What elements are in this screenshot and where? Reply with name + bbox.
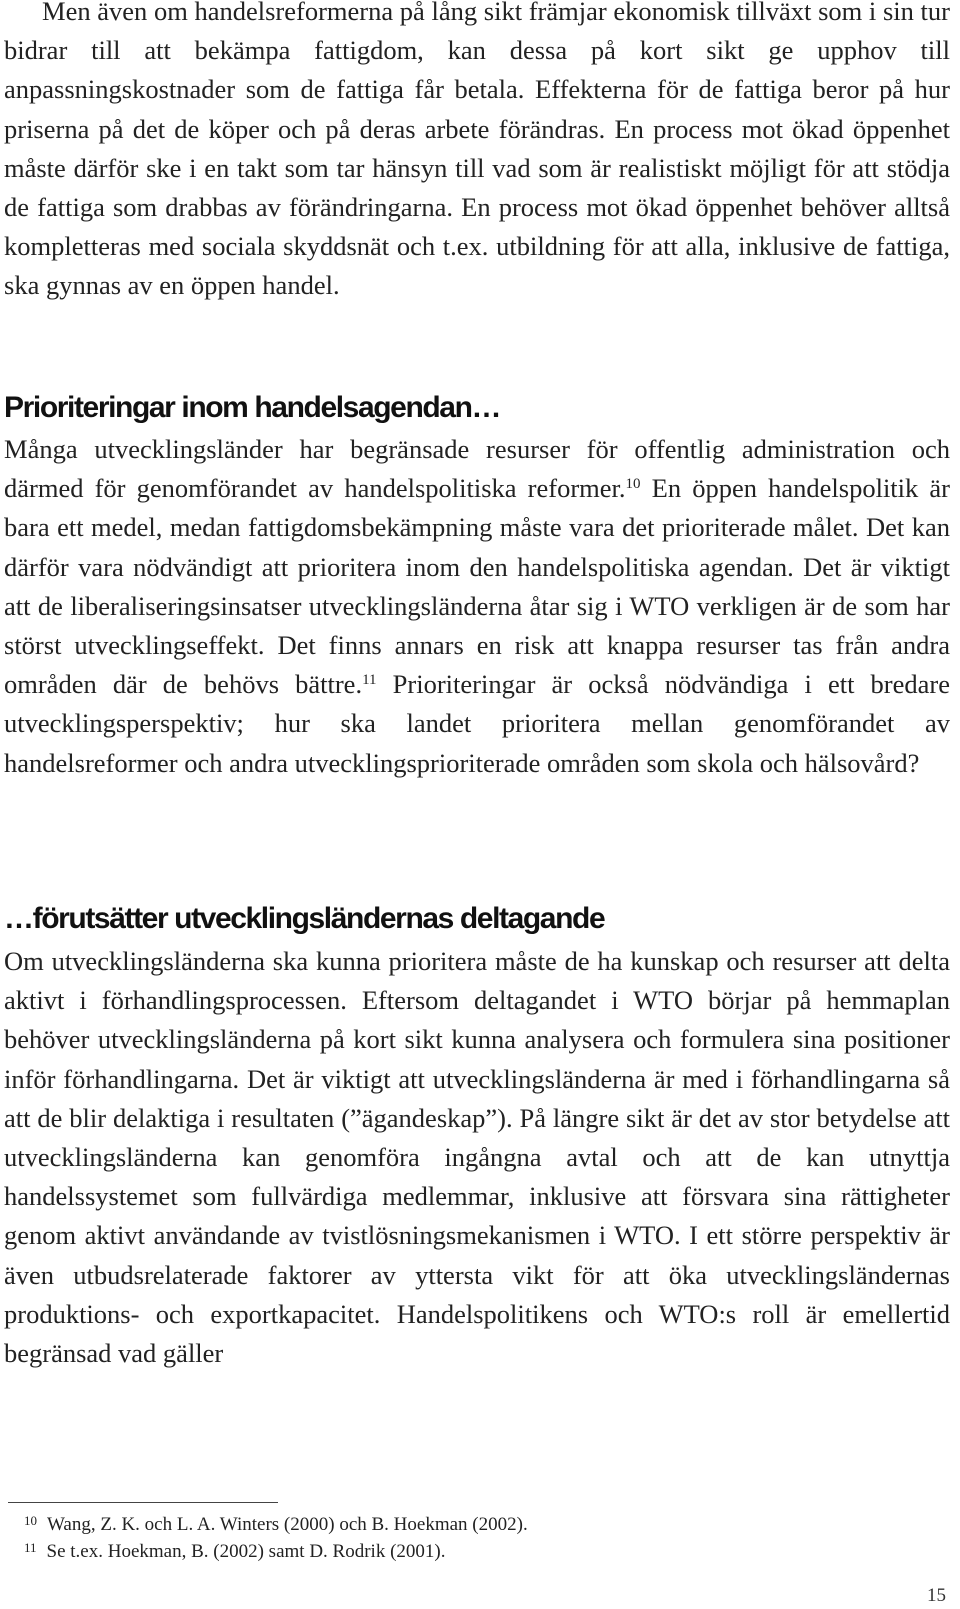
paragraph-deltagande: Om utvecklingsländerna ska kunna prioritera måste de ha kunskap och resurser att delta aktivt i förhandlingsprocessen. Eftersom deltagandet i WTO börjar på hemmaplan behöver utvecklingsländerna på kort sikt kunna analysera och formulera sina positioner inför förhandlingarna. Det är viktigt att utvecklingsländerna är med i förhandlingarna så att de blir delaktiga i resultaten (”ägandeskap”). På längre sikt är det av stor betydelse att utvecklingsländerna kan genomföra ingångna avtal och att de kan utnyttja handelssystemet som fullvärdiga medlemmar, inklusive att försvara sina rättigheter genom aktivt användande av tvistlösningsmekanismen i WTO. I ett större perspektiv är även utbudsrelaterade faktorer av yttersta vikt för att öka utvecklingsländernas produktions- och exportkapacitet. Handelspolitikens och WTO:s roll är emellertid begränsad vad gäller bbox=[4, 946, 950, 1369]
heading-prioriteringar: Prioriteringar inom handelsagendan… bbox=[4, 391, 501, 424]
para2-text-a: Många utvecklingsländer har begränsade resurser för offentlig administration och därmed för genomförandet av handelspolitiska reformer. bbox=[4, 434, 950, 504]
paragraph-intro: Men även om handelsreformerna på lång sikt främjar ekonomisk tillväxt som i sin tur bidrar till att bekämpa fattigdom, kan dessa på kort sikt ge upphov till anpassningskostnader som de fattiga får betala. Effekterna för de fattiga beror på hur priserna på det de köper och på deras arbete förändras. En process mot ökad öppenhet måste därför ske i en takt som tar hänsyn till vad som är realistiskt möjligt för att stödja de fattiga som drabbas av förändringarna. En process mot ökad öppenhet behöver alltså kompletteras med sociala skyddsnät och t.ex. utbildning för att alla, inklusive de fattiga, ska gynnas av en öppen handel. bbox=[4, 0, 950, 301]
footnote-divider bbox=[8, 1502, 278, 1503]
footnote-number: 10 bbox=[24, 1513, 37, 1528]
page-number: 15 bbox=[927, 1585, 946, 1606]
footnote-text: Se t.ex. Hoekman, B. (2002) samt D. Rodrik (2001). bbox=[46, 1541, 446, 1562]
footnote-number: 11 bbox=[24, 1540, 37, 1555]
footnote-ref-11[interactable]: 11 bbox=[362, 672, 377, 689]
footnote-text: Wang, Z. K. och L. A. Winters (2000) och B. Hoekman (2002). bbox=[47, 1514, 528, 1535]
para2-text-c: Prioriteringar är också nödvändiga i ett bredare utvecklingsperspektiv; hur ska landet prioritera mellan genomförandet av handelsreformer och andra utvecklingsprioriterade områden som skola och hälsovård? bbox=[4, 669, 950, 778]
paragraph-prioriteringar bbox=[4, 430, 950, 783]
footnote-ref-10[interactable]: 10 bbox=[625, 476, 641, 493]
para2-text-b: En öppen handelspolitik är bara ett medel, medan fattigdomsbekämpning måste vara det prioriterade målet. Det kan därför vara nödvändigt att prioritera inom den handelspolitiska agendan. Det är viktigt att de liberaliseringsinsatser utvecklingsländerna åtar sig i WTO verkligen är de som har störst utvecklingseffekt. Det finns annars en risk att knappa resurser tas från andra områden där de behövs bättre. bbox=[4, 473, 951, 700]
heading-deltagande: …förutsätter utvecklingsländernas deltagande bbox=[4, 902, 605, 935]
footnote-10 bbox=[24, 1514, 528, 1536]
footnote-11 bbox=[24, 1541, 445, 1563]
